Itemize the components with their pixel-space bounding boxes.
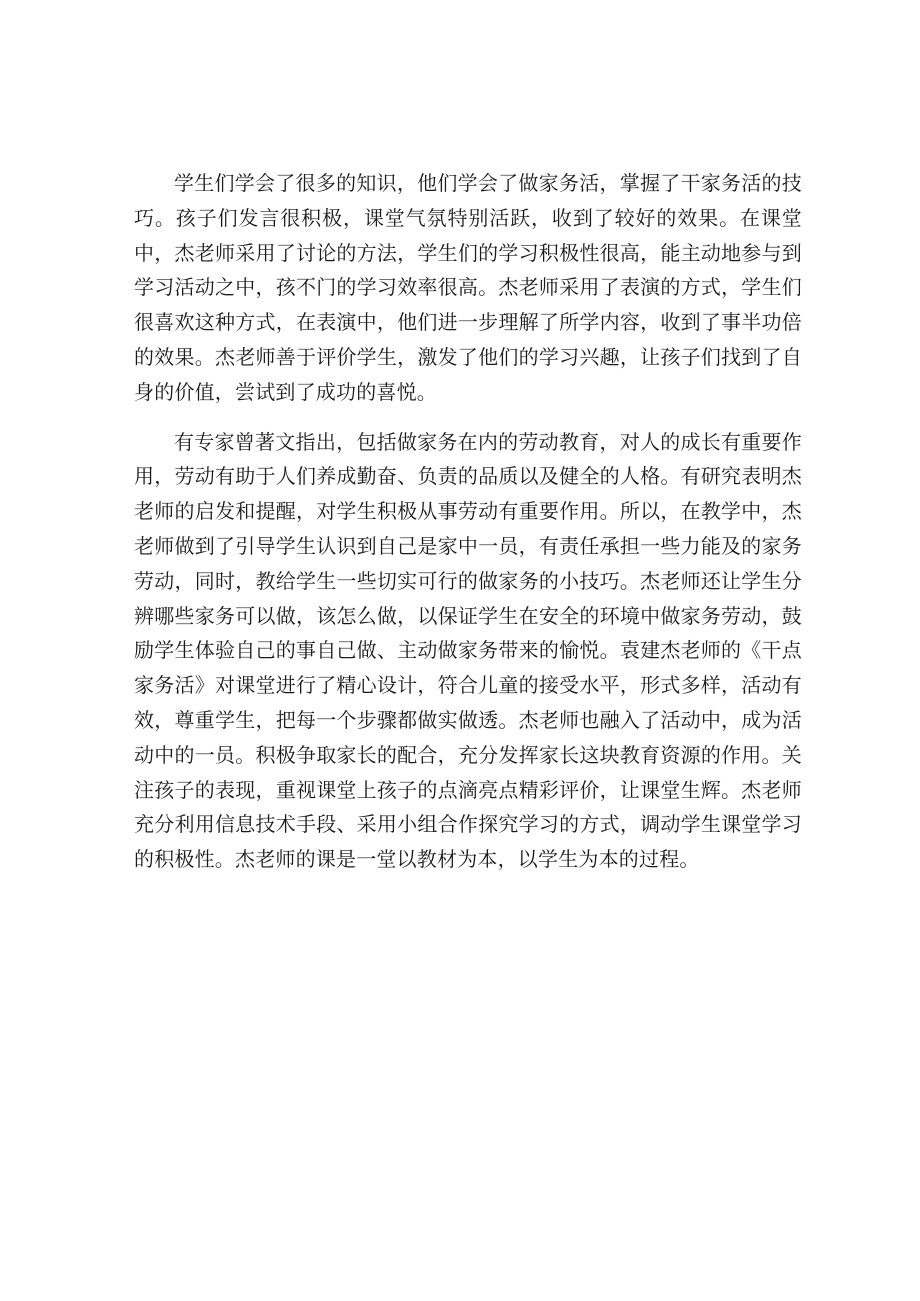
document-body: [134, 166, 802, 877]
paragraph-2: 有专家曾著文指出，包括做家务在内的劳动教育，对人的成长有重要作用，劳动有助于人们养成勤奋、负责的品质以及健全的人格。有研究表明杰老师的启发和提醒，对学生积极从事劳动有重要作用。所以，在教学中，杰老师做到了引导学生认识到自己是家中一员，有责任承担一些力能及的家务劳动，同时，教给学生一些切实可行的做家务的小技巧。杰老师还让学生分辨哪些家务可以做，该怎么做，以保证学生在安全的环境中做家务劳动，鼓励学生体验自己的事自己做、主动做家务带来的愉悦。袁建杰老师的《干点家务活》对课堂进行了精心设计，符合儿童的接受水平，形式多样，活动有效，尊重学生，把每一个步骤都做实做透。杰老师也融入了活动中，成为活动中的一员。积极争取家长的配合，充分发挥家长这块教育资源的作用。关注孩子的表现，重视课堂上孩子的点滴亮点精彩评价，让课堂生辉。杰老师充分利用信息技术手段、采用小组合作探究学习的方式，调动学生课堂学习的积极性。杰老师的课是一堂以教材为本，以学生为本的过程。: [134, 429, 802, 872]
paragraph-1: 学生们学会了很多的知识，他们学会了做家务活，掌握了干家务活的技巧。孩子们发言很积极，课堂气氛特别活跃，收到了较好的效果。在课堂中，杰老师采用了讨论的方法，学生们的学习积极性很高，能主动地参与到学习活动之中，孩不门的学习效率很高。杰老师采用了表演的方式，学生们很喜欢这种方式，在表演中，他们进一步理解了所学内容，收到了事半功倍的效果。杰老师善于评价学生，激发了他们的学习兴趣，让孩子们找到了自身的价值，尝试到了成功的喜悦。: [134, 171, 802, 404]
